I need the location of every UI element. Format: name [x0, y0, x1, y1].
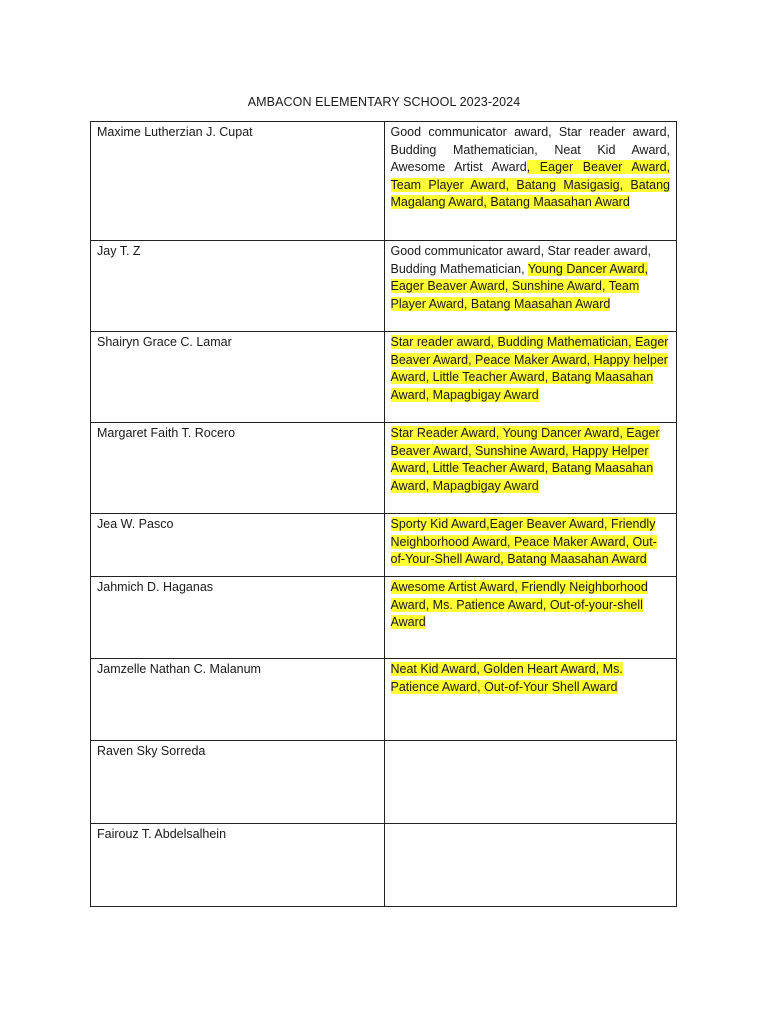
table-row — [91, 122, 677, 241]
student-name: Jamzelle Nathan C. Malanum — [97, 662, 261, 676]
student-name: Shairyn Grace C. Lamar — [97, 335, 232, 349]
highlighted-awards: Star Reader Award, Young Dancer Award, Eager Beaver Award, Sunshine Award, Happy Helper Award, Little Teacher Award, Batang Maasahan Award, Mapagbigay Award — [390, 426, 660, 493]
table-row — [91, 659, 677, 741]
awards-table — [90, 121, 677, 907]
student-name: Jea W. Pasco — [97, 517, 174, 531]
student-name: Fairouz T. Abdelsalhein — [97, 827, 227, 841]
awards-cell — [384, 577, 677, 659]
table-row — [91, 514, 677, 577]
awards-cell — [384, 122, 677, 241]
student-name-cell — [91, 659, 385, 741]
table-row — [91, 741, 677, 824]
student-name: Jahmich D. Haganas — [97, 580, 214, 594]
highlighted-awards: Awesome Artist Award, Friendly Neighborhood Award, Ms. Patience Award, Out-of-your-shell Award — [390, 580, 648, 629]
student-name-cell — [91, 241, 385, 332]
awards-cell — [384, 514, 677, 577]
student-name-cell — [91, 122, 385, 241]
highlighted-awards: , Eager Beaver Award, Team Player Award, Batang Masigasig, Batang Magalang Award, Batang Maasahan Award — [390, 160, 670, 209]
highlighted-awards: Young Dancer Award, Eager Beaver Award, Sunshine Award, Team Player Award, Batang Maasahan Award — [390, 261, 649, 311]
student-name: Maxime Lutherzian J. Cupat — [97, 125, 253, 139]
student-name-cell — [91, 577, 385, 659]
student-name-cell — [91, 423, 385, 514]
table-row — [91, 241, 677, 332]
table-row — [91, 423, 677, 514]
table-row — [91, 824, 677, 907]
student-name: Raven Sky Sorreda — [97, 744, 206, 758]
student-name-cell — [91, 824, 385, 907]
awards-cell — [384, 423, 677, 514]
awards-cell — [384, 659, 677, 741]
student-name: Margaret Faith T. Rocero — [97, 426, 236, 440]
table-row — [91, 577, 677, 659]
highlighted-awards: Star reader award, Budding Mathematician, Eager Beaver Award, Peace Maker Award, Happy helper Award, Little Teacher Award, Batang Maasahan Award, Mapagbigay Award — [390, 335, 669, 402]
awards-text: Good communicator award, Star reader award, Budding Mathematician, — [390, 244, 652, 276]
awards-cell — [384, 241, 677, 332]
student-name: Jay T. Z — [97, 244, 141, 258]
student-name-cell — [91, 332, 385, 423]
highlighted-awards: Neat Kid Award, Golden Heart Award, Ms. Patience Award, Out-of-Your Shell Award — [390, 662, 623, 694]
highlighted-awards: Sporty Kid Award,Eager Beaver Award, Friendly Neighborhood Award, Peace Maker Award, Out-of-Your-Shell Award, Batang Maasahan Award — [390, 517, 657, 566]
document-title: AMBACON ELEMENTARY SCHOOL 2023-2024 — [247, 95, 521, 109]
awards-cell — [384, 332, 677, 423]
student-name-cell — [91, 514, 385, 577]
awards-cell — [384, 741, 677, 824]
awards-text: Good communicator award, Star reader award, Budding Mathematician, Neat Kid Award, Awesome Artist Award — [390, 125, 670, 174]
table-row — [91, 332, 677, 423]
student-name-cell — [91, 741, 385, 824]
awards-cell — [384, 824, 677, 907]
